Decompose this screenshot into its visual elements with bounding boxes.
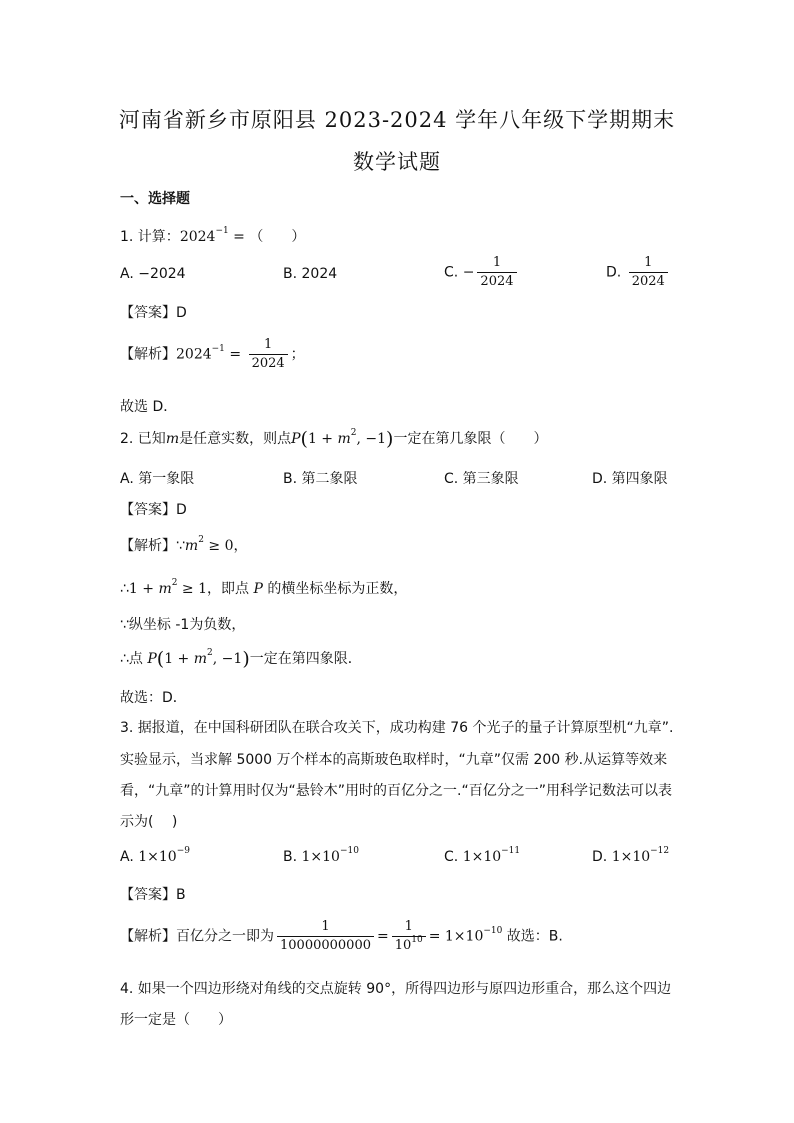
math-variable: m xyxy=(337,431,351,447)
math-expression: 1×10 xyxy=(138,849,177,865)
question-3-line-2: 实验显示，当求解 5000 万个样本的高斯玻色取样时，“九章”仅需 200 秒.从运算等效来 xyxy=(120,752,668,768)
math-variable: P xyxy=(147,651,157,667)
analysis-label: 【解析】百亿分之一即为 xyxy=(120,928,274,945)
q1-conclusion: 故选 D． xyxy=(120,399,178,415)
fraction-denominator: 2024 xyxy=(629,272,668,291)
math-expression: ≥ 1 xyxy=(177,581,208,597)
math-expression: 1×10 xyxy=(611,849,651,865)
q3-option-b xyxy=(283,846,359,865)
math-exponent: −10 xyxy=(483,925,503,936)
q3-answer: 【答案】B xyxy=(120,887,186,903)
math-variable: m xyxy=(184,538,199,554)
analysis-text: 的横坐标坐标为正数， xyxy=(262,581,408,597)
q2-conclusion: 故选：D． xyxy=(120,690,187,706)
question-text: 一定在第几象限（ ） xyxy=(393,431,548,447)
question-3-line-1: 3. 据报道，在中国科研团队在联合攻关下，成功构建 76 个光子的量子计算原型机“九章”. xyxy=(120,720,674,736)
analysis-text: ∴点 xyxy=(120,651,148,667)
question-text: 2. 已知 xyxy=(120,431,166,447)
math-expression: 1×10 xyxy=(462,849,502,865)
paren-close: ) xyxy=(242,648,250,670)
question-text: = （ ） xyxy=(228,229,306,245)
fraction-numerator: 1 xyxy=(644,255,653,270)
q3-analysis xyxy=(120,918,563,955)
option-label: D. xyxy=(606,264,626,281)
math-variable: m xyxy=(193,651,208,667)
fraction-denominator xyxy=(392,936,426,955)
q3-option-c xyxy=(444,846,521,865)
option-label: B. xyxy=(283,849,302,865)
fraction xyxy=(629,254,668,291)
fraction-numerator: 1 xyxy=(492,255,502,270)
q1-analysis xyxy=(120,336,305,373)
question-2-stem xyxy=(120,428,547,450)
paren-close: ) xyxy=(386,428,394,450)
q1-option-c xyxy=(444,254,520,291)
math-expression: , −1 xyxy=(212,651,243,667)
paren-open: ( xyxy=(156,648,165,670)
question-text: 1. 计算： xyxy=(120,229,180,245)
fraction-numerator: 1 xyxy=(321,919,330,934)
therefore-symbol: ∴ xyxy=(120,581,129,597)
math-exponent: −11 xyxy=(501,846,521,857)
analysis-text: ，即点 xyxy=(207,581,254,597)
analysis-label: 【解析】∵ xyxy=(120,538,185,554)
q2-option-d: D. 第四象限 xyxy=(592,471,668,487)
math-variable: P xyxy=(291,431,301,447)
math-base: 2024 xyxy=(179,229,216,245)
math-variable: P xyxy=(253,581,263,597)
option-label: C. xyxy=(444,849,463,865)
fraction-numerator: 1 xyxy=(404,919,413,934)
math-base: 10 xyxy=(394,938,412,953)
q2-option-a: A. 第一象限 xyxy=(120,471,195,487)
option-label: C. xyxy=(444,264,463,281)
q1-option-d xyxy=(606,254,671,291)
q2-option-c: C. 第三象限 xyxy=(444,471,519,487)
math-expression: 1 + xyxy=(164,651,194,667)
math-sign: − xyxy=(462,264,475,281)
math-exponent: −1 xyxy=(211,343,225,354)
question-3-line-3: 看，“九章”的计算用时仅为“悬铃木”用时的百亿分之一.“百亿分之一”用科学记数法可以表 xyxy=(120,783,672,799)
option-label: A. xyxy=(120,849,139,865)
math-expression: 1 + xyxy=(128,581,159,597)
punctuation: ； xyxy=(290,346,305,363)
math-expression: , −1 xyxy=(356,431,387,447)
fraction xyxy=(277,918,374,955)
fraction-denominator: 2024 xyxy=(477,272,516,291)
analysis-text: 一定在第四象限． xyxy=(249,651,362,667)
fraction xyxy=(249,336,288,373)
fraction xyxy=(477,254,516,291)
math-expression: 1×10 xyxy=(301,849,340,865)
math-exponent: 2 xyxy=(207,648,213,659)
math-exponent: 2 xyxy=(198,535,204,546)
q3-option-d xyxy=(592,846,670,865)
fraction-denominator: 2024 xyxy=(249,354,288,373)
q1-option-b: B. 2024 xyxy=(283,266,338,282)
q2-analysis-2 xyxy=(120,578,407,598)
q2-analysis-4 xyxy=(120,648,362,670)
math-base: 2024 xyxy=(176,346,212,363)
math-variable: m xyxy=(158,581,172,597)
q2-answer: 【答案】D xyxy=(120,502,187,518)
math-exponent: −10 xyxy=(339,846,359,857)
math-variable: m xyxy=(165,431,180,447)
analysis-text: 故选：B. xyxy=(502,928,563,945)
q1-option-a: A. −2024 xyxy=(120,266,186,282)
question-4-line-2: 形一定是（ ） xyxy=(120,1012,232,1028)
paren-open: ( xyxy=(300,428,308,450)
question-3-line-4: 示为( ) xyxy=(120,814,178,830)
fraction-denominator: 10000000000 xyxy=(277,936,374,955)
q3-option-a xyxy=(120,846,190,865)
q2-analysis-3: ∵纵坐标 -1为负数， xyxy=(120,617,246,633)
document-subtitle: 数学试题 xyxy=(353,150,441,174)
math-exponent: 10 xyxy=(411,934,423,945)
math-exponent: −9 xyxy=(176,846,190,857)
math-exponent: −1 xyxy=(215,226,229,237)
q2-analysis-1 xyxy=(120,535,247,555)
fraction xyxy=(392,918,426,955)
analysis-label: 【解析】 xyxy=(120,346,176,363)
q1-answer: 【答案】D xyxy=(120,305,187,321)
question-text: 是任意实数，则点 xyxy=(179,431,292,447)
math-exponent: 2 xyxy=(171,578,178,589)
math-equals: = xyxy=(224,346,246,363)
question-1-stem xyxy=(120,226,305,246)
math-expression: = 1×10 xyxy=(428,928,484,945)
document-title: 河南省新乡市原阳县 2023-2024 学年八年级下学期期末 xyxy=(118,108,676,132)
math-expression: 1 + xyxy=(307,431,338,447)
q2-option-b: B. 第二象限 xyxy=(283,471,358,487)
option-label: D. xyxy=(592,849,612,865)
math-expression: ≥ 0， xyxy=(203,538,248,554)
math-exponent: −12 xyxy=(650,846,670,857)
math-exponent: 2 xyxy=(350,428,357,439)
section-heading: 一、选择题 xyxy=(120,191,190,207)
math-equals: = xyxy=(376,928,389,945)
fraction-numerator: 1 xyxy=(263,337,273,352)
question-4-line-1: 4. 如果一个四边形绕对角线的交点旋转 90°，所得四边形与原四边形重合，那么这个四边 xyxy=(120,981,672,997)
